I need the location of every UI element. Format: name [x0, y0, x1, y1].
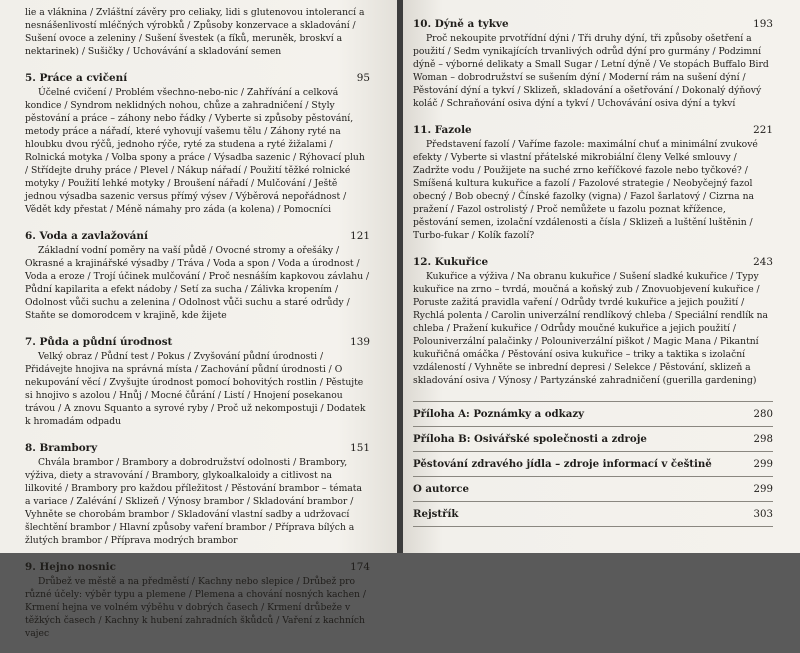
appendix-title: Příloha B: Osivářské společnosti a zdroje: [413, 433, 647, 445]
section-title: 12. Kukuřice: [413, 256, 489, 268]
appendix-entry: [413, 402, 773, 427]
section-title: 7. Půda a půdní úrodnost: [25, 336, 173, 348]
toc-section-11: [413, 123, 773, 242]
section-contents: Drůbež ve městě a na předměstí / Kachny nebo slepice / Drůbež pro různé účely: výběr typu a plemene / Plemena a chování nosných kachen / Krmení hejna ve volném výběhu v dobrých časech / Krmení drůbeže v těžkých časech / Kachny k hubení zahradních škůdců / Vaření z kachních vajec: [25, 576, 366, 639]
section-title: 10. Dýně a tykve: [413, 18, 509, 30]
section-title: 5. Práce a cvičení: [25, 72, 128, 84]
right-page: [403, 0, 800, 553]
toc-continuation-text: lie a vláknina / Zvláštní závěry pro celiaky, lidi s glutenovou intolerancí a nesnášenlivostí mléčných výrobků / Způsoby konzervace a skladování / Sušení ovoce a zeleniny / Sušení švestek (a fíků, meruněk, broskví a nektarinek) / Sušičky / Uchovávání a skladování semen: [25, 7, 365, 57]
appendix-page-number: 298: [753, 434, 773, 445]
appendix-title: Rejstřík: [413, 508, 459, 520]
section-contents: Účelné cvičení / Problém všechno-nebo-nic / Zahřívání a celková kondice / Syndrom neklidných nohou, chůze a zahradničení / Styly pěstování a práce – záhony nebo řádky / Vyberte si způsoby pěstování, metody práce a nářadí, které vyhovují vašemu tělu / Záhony ryté na hloubku dvou rýčů, jednoho rýče, ryté za studena a ryté žižalami / Rolnická motyka / Volba spony a práce / Výsadba sazenic / Rýhovací pluh / Střídejte druhy práce / Plevel / Nákup nářadí / Použití těžké rolnické motyky / Použití lehké motyky / Broušení nářadí / Mulčování / Ještě jednou výsadba sazenic versus přímý výsev / Výběrová nepořádnost / Vědět kdy přestat / Méně námahy pro záda (a kolena) / Pomocníci: [25, 87, 365, 215]
left-toc: [25, 6, 370, 653]
section-contents: Chvála brambor / Brambory a dobrodružství odolnosti / Brambory, výživa, diety a stravování / Brambory, glykoalkaloidy a citlivost na lilkovité / Brambory pro každou příležitost / Pěstování brambor – témata a variace / Zalévání / Sklizeň / Výnosy brambor / Skladování brambor / Vyhněte se chorobám brambor / Skladování vlastní sadby a udržovací šlechtění brambor / Hlavní způsoby vaření brambor / Příprava bílých a žlutých brambor / Příprava modrých brambor: [25, 457, 362, 546]
section-contents: Kukuřice a výživa / Na obranu kukuřice / Sušení sladké kukuřice / Typy kukuřice na zrno – tvrdá, moučná a koňský zub / Znovuobjevení kukuřice / Poruste zažitá pravidla vaření / Odrůdy tvrdé kukuřice a jejich použití / Rychlá polenta / Carolin univerzální rendlíkový chleba / Speciální rendlík na chleba / Pražení kukuřice / Odrůdy moučné kukuřice a jejich použití / Polouniverzální palačinky / Polouniverzální piškot / Magic Mana / Pikantní kukuřičná omáčka / Pěstování osiva kukuřice – triky a taktika s izolační vzdáleností / Vyhněte se inbrední depresi / Selekce / Pěstování, sklizeň a skladování osiva / Výnosy / Partyzánské zahradničení (guerilla gardening): [413, 271, 769, 386]
appendix-title: Příloha A: Poznámky a odkazy: [413, 408, 585, 420]
section-page-number: 139: [350, 336, 370, 348]
toc-section-5: [25, 71, 370, 216]
appendix-title: Pěstování zdravého jídla – zdroje informací v češtině: [413, 458, 712, 470]
appendix-page-number: 280: [753, 409, 773, 420]
right-toc: [413, 17, 773, 527]
appendix-entry: [413, 477, 773, 502]
toc-section-7: [25, 335, 370, 428]
section-page-number: 174: [350, 561, 370, 573]
appendix-page-number: 303: [753, 509, 773, 520]
section-title: 6. Voda a zavlažování: [25, 230, 148, 242]
section-page-number: 221: [753, 124, 773, 136]
appendix-entry: [413, 502, 773, 527]
appendix-entry: [413, 427, 773, 452]
appendix-title: O autorce: [413, 483, 469, 495]
appendix-list: [413, 401, 773, 527]
toc-section-6: [25, 229, 370, 322]
section-page-number: 121: [350, 230, 370, 242]
section-contents: Proč nekoupite prvotřídní dýni / Tři druhy dýní, tři způsoby ošetření a použití / Sedm vynikajících trvanlivých odrůd dýní pro gurmány / Podzimní dýně – výborné delikaty a Small Sugar / Letní dýně / Ve stopách Buffalo Bird Woman – dobrodružství se sušením dýní / Moderní rám na sušení dýní / Pěstování dýní a tykví / Sklizeň, skladování a ošetřování / Dokonalý dýňový koláč / Schraňování osiva dýní a tykví / Uchovávání osiva dýní a tykví: [413, 33, 769, 109]
section-page-number: 243: [753, 256, 773, 268]
section-contents: Velký obraz / Půdní test / Pokus / Zvyšování půdní úrodnosti / Přidávejte hnojiva na správná místa / Zachování půdní úrodnosti / O nekupování věcí / Zvyšujte úrodnost pomocí bohovitých rostlin / Pěstujte si hnojivo s azolou / Hnůj / Mocné čůrání / Listí / Hnojení posekanou trávou / A znovu Squanto a syrové ryby / Proč už nekompostuji / Dodatek k hromadám odpadu: [25, 351, 366, 427]
section-title: 9. Hejno nosnic: [25, 561, 116, 573]
appendix-page-number: 299: [753, 484, 773, 495]
section-contents: Základní vodní poměry na vaší půdě / Ovocné stromy a ořešáky / Okrasné a krajinářské výsadby / Tráva / Voda a spon / Voda a úrodnost / Voda a eroze / Trojí účinek mulčování / Proč nesnáším kapkovou závlahu / Půdní kapilarita a efekt nádoby / Setí za sucha / Zálivka kropením / Odolnost vůči suchu a zelenina / Odolnost vůči suchu a staré odrůdy / Staňte se domorodcem v krajině, kde žijete: [25, 245, 370, 321]
section-title: 8. Brambory: [25, 442, 98, 454]
left-page: [0, 0, 397, 639]
section-title: 11. Fazole: [413, 124, 472, 136]
appendix-page-number: 299: [753, 459, 773, 470]
toc-section-9: [25, 560, 370, 640]
section-page-number: 95: [356, 72, 370, 84]
toc-section-8: [25, 441, 370, 547]
toc-section-12: [413, 255, 773, 387]
section-contents: Představení fazolí / Vaříme fazole: maximální chuť a minimální zvukové efekty / Vyberte si vlastní přátelské mikrobiální členy Velké smlouvy / Zadržte vodu / Použijete na suché zrno keříčkové fazole nebo tyčkové? / Smíšená kultura kukuřice a fazolí / Fazolové strategie / Neobyčejný fazol obecný / Bob obecný / Čínské fazolky (vigna) / Fazol šarlatový / Cizrna na pražení / Fazol ostrolistý / Proč nemůžete u fazolu poznat křížence, pěstování semen, izolační vzdálenosti a čísla / Sklizeň a luštění luštěnin / Turbo-fukar / Kolík fazolí?: [413, 139, 758, 241]
toc-section-10: [413, 17, 773, 110]
section-page-number: 151: [350, 442, 370, 454]
section-page-number: 193: [753, 18, 773, 30]
appendix-entry: [413, 452, 773, 477]
